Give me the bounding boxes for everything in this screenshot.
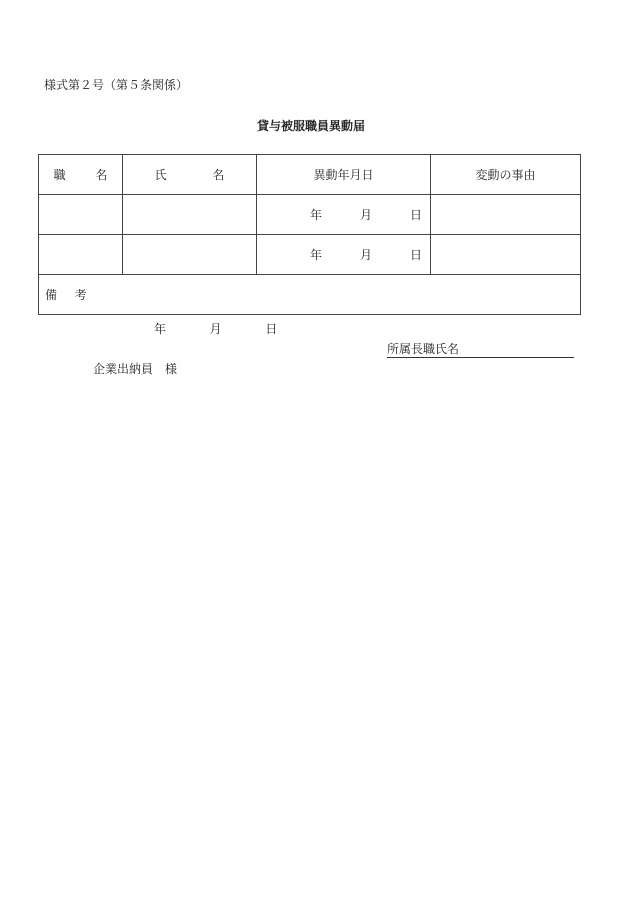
signature-label: 所属長職氏名 [387,342,460,356]
remarks-label-char1: 備 [45,288,58,302]
header-name-char1: 氏 [154,168,167,182]
date-cell[interactable] [257,195,431,235]
name-cell[interactable] [123,235,257,275]
remarks-cell[interactable] [39,275,581,315]
remarks-label-char2: 考 [74,288,87,302]
position-cell[interactable] [39,195,123,235]
header-transfer-date: 異動年月日 [257,155,431,195]
header-position-char2: 名 [95,168,108,182]
signature-line[interactable] [387,340,574,358]
header-reason: 変動の事由 [431,155,581,195]
day-label: 日 [409,248,422,262]
year-label: 年 [154,322,167,336]
header-name [123,155,257,195]
month-label: 月 [359,248,372,262]
table-row [39,195,581,235]
header-position-char1: 職 [53,168,66,182]
month-label: 月 [359,208,372,222]
addressee: 企業出納員 様 [93,362,178,376]
name-cell[interactable] [123,195,257,235]
day-label: 日 [409,208,422,222]
date-cell[interactable] [257,235,431,275]
form-number: 様式第２号（第５条関係） [44,78,189,92]
position-cell[interactable] [39,235,123,275]
table-header-row [39,155,581,195]
header-name-char2: 名 [212,168,225,182]
month-label: 月 [209,322,222,336]
table-row [39,235,581,275]
year-label: 年 [309,208,322,222]
date-line [154,320,277,337]
remarks-row [39,275,581,315]
header-position [39,155,123,195]
transfer-table [38,154,581,315]
document-title: 貸与被服職員異動届 [257,119,366,133]
reason-cell[interactable] [431,235,581,275]
year-label: 年 [309,248,322,262]
day-label: 日 [265,322,278,336]
reason-cell[interactable] [431,195,581,235]
